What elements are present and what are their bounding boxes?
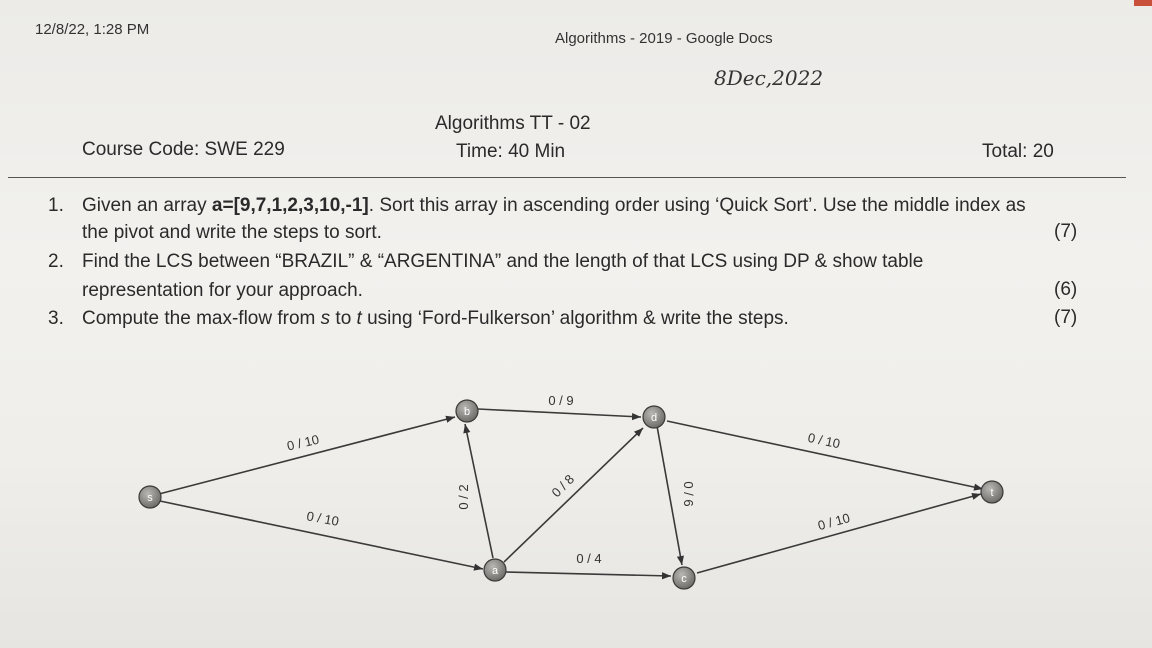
edge-label-a-d: 0 / 8 bbox=[548, 471, 578, 501]
node-label: a bbox=[491, 565, 499, 577]
handwritten-date: 8Dec,2022 bbox=[714, 66, 824, 90]
question-3-marks: (7) bbox=[1054, 307, 1078, 328]
node-c bbox=[673, 567, 695, 589]
question-text-line: Given an array a=[9,7,1,2,3,10,-1]. Sort this array in ascending order using ‘Quick Sort’. Use the middle index as bbox=[82, 195, 1026, 216]
node-d bbox=[643, 406, 665, 428]
print-datetime: 12/8/22, 1:28 PM bbox=[35, 21, 150, 38]
question-2-marks: (6) bbox=[1054, 279, 1078, 300]
edge-c-t bbox=[697, 494, 981, 573]
edge-label-s-b: 0 / 10 bbox=[285, 431, 321, 454]
node-a bbox=[484, 559, 506, 581]
question-text-line: the pivot and write the steps to sort. bbox=[82, 222, 382, 243]
edge-b-d bbox=[478, 409, 641, 417]
node-s bbox=[139, 486, 161, 508]
question-text-line: Compute the max-flow from s to t using ‘Ford-Fulkerson’ algorithm & write the steps. bbox=[82, 308, 789, 329]
exam-title: Algorithms TT - 02 bbox=[435, 113, 591, 134]
question-text-line: Find the LCS between “BRAZIL” & “ARGENTINA” and the length of that LCS using DP & show table bbox=[82, 251, 924, 272]
edge-a-c bbox=[506, 572, 671, 576]
exam-time: Time: 40 Min bbox=[456, 141, 566, 162]
edge-d-c bbox=[657, 426, 682, 565]
question-text-line: representation for your approach. bbox=[82, 280, 363, 301]
edge-label-a-c: 0 / 4 bbox=[576, 551, 602, 566]
node-label: s bbox=[147, 492, 153, 504]
edge-d-t bbox=[667, 421, 983, 489]
exam-total: Total: 20 bbox=[982, 141, 1054, 162]
node-label: d bbox=[650, 412, 658, 424]
array-literal: a=[9,7,1,2,3,10,-1] bbox=[211, 195, 369, 216]
node-label: c bbox=[681, 573, 687, 585]
print-doc-title: Algorithms - 2019 - Google Docs bbox=[555, 30, 773, 47]
question-1-marks: (7) bbox=[1054, 221, 1078, 242]
edge-label-s-a: 0 / 10 bbox=[305, 508, 341, 529]
question-number: 2. bbox=[48, 251, 64, 272]
edge-label-a-b: 0 / 2 bbox=[456, 484, 471, 510]
edge-label-c-t: 0 / 10 bbox=[816, 510, 852, 534]
node-label: b bbox=[463, 406, 471, 418]
edge-s-b bbox=[159, 417, 455, 494]
edge-label-d-c: 0 / 6 bbox=[681, 481, 696, 507]
edge-label-b-d: 0 / 9 bbox=[548, 393, 574, 408]
edge-a-d bbox=[504, 428, 643, 562]
edge-label-d-t: 0 / 10 bbox=[806, 429, 842, 452]
node-label: t bbox=[990, 487, 994, 499]
node-b bbox=[456, 400, 478, 422]
question-number: 3. bbox=[48, 308, 64, 329]
question-number: 1. bbox=[48, 195, 64, 216]
course-code: Course Code: SWE 229 bbox=[82, 139, 285, 160]
node-t bbox=[981, 481, 1003, 503]
